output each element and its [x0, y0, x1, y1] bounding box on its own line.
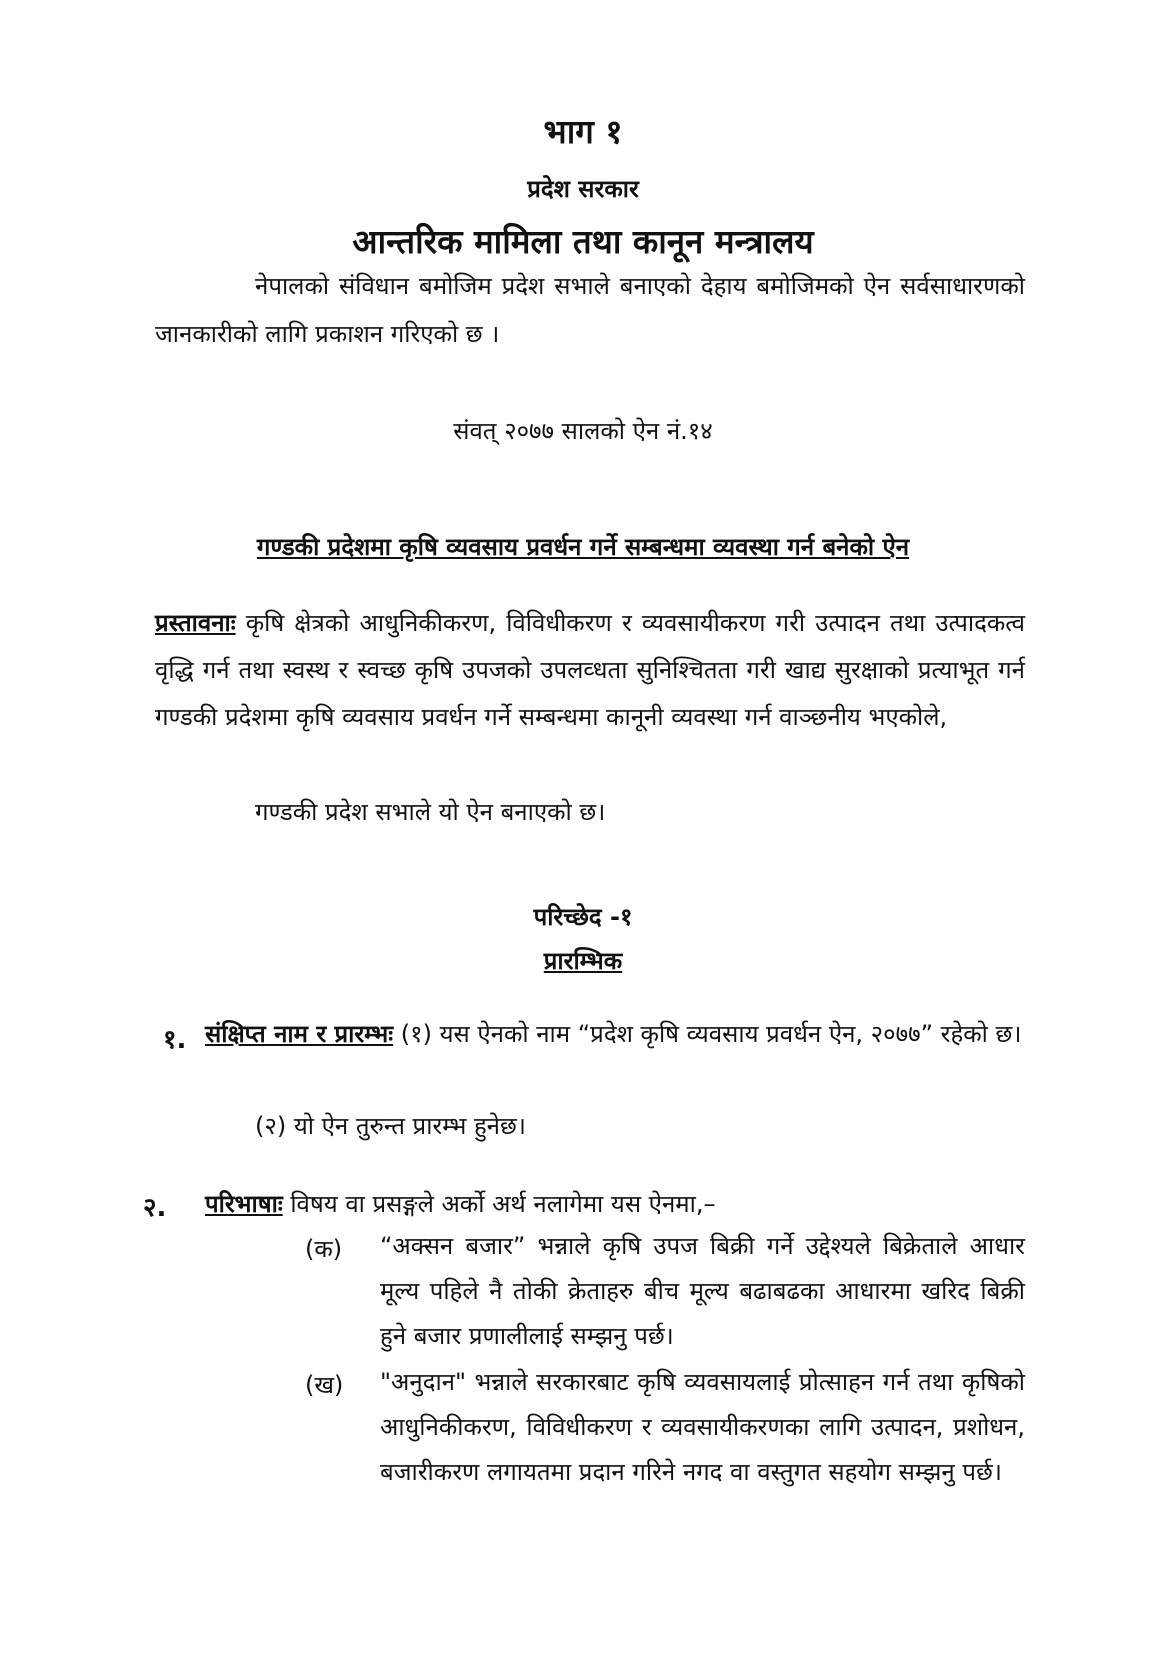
- act-number: संवत् २०७७ सालको ऐन नं.१४: [453, 417, 713, 445]
- preamble-label: प्रस्तावनाः: [155, 609, 236, 637]
- section-body: [205, 1012, 1025, 1056]
- section-heading: संक्षिप्त नाम र प्रारम्भः: [205, 1020, 394, 1048]
- section-heading: परिभाषाः: [205, 1190, 283, 1218]
- government-title: प्रदेश सरकार: [527, 175, 639, 203]
- preamble: [155, 600, 1025, 741]
- section-text: (१) यस ऐनको नाम “प्रदेश कृषि व्यवसाय प्रवर्धन ऐन, २०७७” रहेको छ।: [393, 1020, 1022, 1048]
- section-number: २.: [143, 1193, 167, 1223]
- section-body: [205, 1180, 1025, 1228]
- definition-label: (ख): [305, 1371, 344, 1399]
- section-text: विषय वा प्रसङ्गले अर्को अर्थ नलागेमा यस ऐनमा,–: [282, 1190, 716, 1218]
- section-number: १.: [163, 1025, 187, 1055]
- definition-text: "अनुदान" भन्नाले सरकारबाट कृषि व्यवसायलाई प्रोत्साहन गर्न तथा कृषिको आधुनिकीकरण, विविधीकरण र व्यवसायीकरणका लागि उत्पादन, प्रशोधन, बजारीकरण लगायतमा प्रदान गरिने नगद वा वस्तुगत सहयोग सम्झनु पर्छ।: [380, 1368, 1025, 1486]
- act-title: गण्डकी प्रदेशमा कृषि व्यवसाय प्रवर्धन गर्ने सम्बन्धमा व्यवस्था गर्न बनेको ऐन: [256, 533, 910, 561]
- part-title: भाग १: [543, 112, 623, 151]
- enactment-clause: गण्डकी प्रदेश सभाले यो ऐन बनाएको छ।: [255, 798, 606, 826]
- publication-notice: नेपालको संविधान बमोजिम प्रदेश सभाले बनाएको देहाय बमोजिमको ऐन सर्वसाधारणको जानकारीको लागि प्रकाशन गरिएको छ ।: [155, 272, 1025, 348]
- definition-label: (क): [305, 1235, 343, 1263]
- chapter-number: परिच्छेद -१: [533, 903, 633, 931]
- ministry-title: आन्तरिक मामिला तथा कानून मन्त्रालय: [352, 222, 814, 261]
- definition-text: “अक्सन बजार” भन्नाले कृषि उपज बिक्री गर्ने उद्देश्यले बिक्रेताले आधार मूल्य पहिले नै तोकी क्रेताहरु बीच मूल्य बढाबढका आधारमा खरिद बिक्री हुने बजार प्रणालीलाई सम्झनु पर्छ।: [380, 1232, 1025, 1350]
- chapter-name: प्रारम्भिक: [543, 947, 623, 975]
- preamble-text: कृषि क्षेत्रको आधुनिकीकरण, विविधीकरण र व्यवसायीकरण गरी उत्पादन तथा उत्पादकत्व वृद्धि गर्न तथा स्वस्थ र स्वच्छ कृषि उपजको उपलव्धता सुनिश्चितता गरी खाद्य सुरक्षाको प्रत्याभूत गर्न गण्डकी प्रदेशमा कृषि व्यवसाय प्रवर्धन गर्ने सम्बन्धमा कानूनी व्यवस्था गर्न वाञ्छनीय भएकोले,: [155, 609, 1025, 731]
- subsection: (२) यो ऐन तुरुन्त प्रारम्भ हुनेछ।: [255, 1112, 526, 1140]
